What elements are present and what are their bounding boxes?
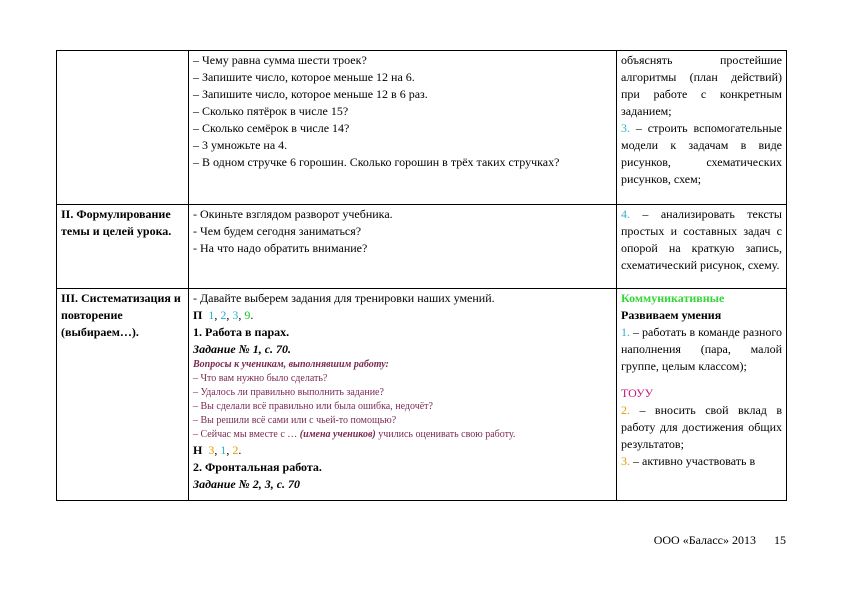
- activity-line: - Давайте выберем задания для тренировки наших умений.: [193, 291, 495, 305]
- table-row: [57, 205, 787, 289]
- task-ref: Задание № 1, с. 70.: [193, 342, 292, 356]
- activity-line: – Запишите число, которое меньше 12 в 6 раз.: [193, 87, 428, 101]
- footer-company: ООО «Баласс» 2013: [653, 533, 756, 547]
- lesson-table: [56, 50, 787, 501]
- skill-item: [621, 206, 782, 274]
- activity-cell: [189, 289, 617, 501]
- skill-number: 2.: [621, 403, 630, 417]
- activity-line: – Сколько пятёрок в числе 15?: [193, 104, 349, 118]
- activity-line: – Чему равна сумма шести троек?: [193, 53, 367, 67]
- activity-cell: [189, 51, 617, 205]
- page-number: 15: [774, 533, 786, 547]
- questions-heading: Вопросы к ученикам, выполнявшим работу:: [193, 359, 389, 370]
- skill-text: – строить вспомогательные модели к задачам в виде рисунков, схематических рисунков, схем;: [621, 121, 783, 186]
- table-row: [57, 51, 787, 205]
- skill-item: [621, 324, 782, 375]
- question: – Что вам нужно было сделать?: [193, 373, 328, 384]
- task-numbers-n: Н 3, 1, 2.: [193, 443, 242, 457]
- skill-text: – анализировать тексты простых и составных задач с опорой на краткую запись, схематический рисунок, схему.: [621, 207, 782, 272]
- question: – Вы решили всё сами или с чьей-то помощью?: [193, 415, 397, 426]
- question: – Сейчас мы вместе с … (имена учеников) учились оценивать свою работу.: [193, 429, 516, 440]
- question: – Удалось ли правильно выполнить задание?: [193, 387, 384, 398]
- skills-cell: [617, 289, 787, 501]
- skills-category: Коммуникативные: [621, 291, 725, 305]
- table-row: [57, 289, 787, 501]
- skill-number: 1.: [621, 325, 630, 339]
- skill-item: [621, 120, 782, 188]
- skill-text: объяснять простейшие алгоритмы (план действий) при работе с конкретным заданием;: [621, 53, 782, 118]
- skill-text: – вносить свой вклад в работу для достижения общих результатов;: [621, 403, 783, 451]
- activity-line: - Окиньте взглядом разворот учебника.: [193, 207, 393, 221]
- activity-line: - Чем будем сегодня заниматься?: [193, 224, 362, 238]
- skill-text: – работать в команде разного наполнения (пара, малой группе, целым классом);: [621, 325, 783, 373]
- activity-line: – Сколько семёрок в числе 14?: [193, 121, 350, 135]
- stage-cell: [57, 51, 189, 205]
- skill-number: 4.: [621, 207, 630, 221]
- activity-line: - На что надо обратить внимание?: [193, 241, 368, 255]
- task-title: 1. Работа в парах.: [193, 325, 290, 339]
- activity-cell: [189, 205, 617, 289]
- skills-category: ТОУУ: [621, 386, 654, 400]
- skills-cell: [617, 51, 787, 205]
- task-numbers-p: П 1, 2, 3, 9.: [193, 308, 254, 322]
- activity-line: – 3 умножьте на 4.: [193, 138, 288, 152]
- activity-line: – В одном стручке 6 горошин. Сколько горошин в трёх таких стручках?: [193, 155, 560, 169]
- question: – Вы сделали всё правильно или была ошибка, недочёт?: [193, 401, 433, 412]
- page-footer: [636, 533, 786, 548]
- stage-cell: II. Формулирование темы и целей урока.: [57, 205, 189, 289]
- activity-line: – Запишите число, которое меньше 12 на 6.: [193, 70, 415, 84]
- skill-number: 3.: [621, 121, 630, 135]
- stage-cell: III. Систематизация и повторение (выбираем…).: [57, 289, 189, 501]
- skill-item: [621, 402, 782, 453]
- skill-item: [621, 453, 782, 470]
- skills-heading: Развиваем умения: [621, 308, 722, 322]
- skill-text: – активно участвовать в: [633, 454, 756, 468]
- skills-cell: [617, 205, 787, 289]
- skill-number: 3.: [621, 454, 630, 468]
- task-title: 2. Фронтальная работа.: [193, 460, 322, 474]
- task-ref: Задание № 2, 3, с. 70: [193, 477, 301, 491]
